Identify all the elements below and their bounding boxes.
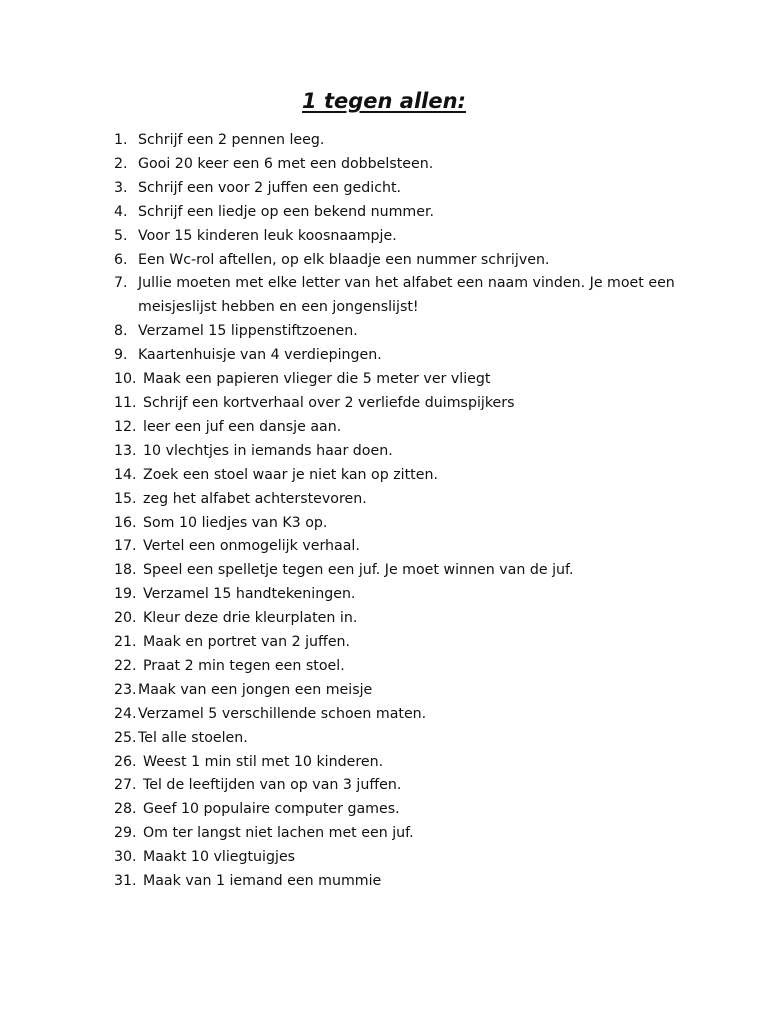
- item-text: Verzamel 5 verschillende schoen maten.: [138, 705, 427, 722]
- list-item: [114, 703, 714, 727]
- item-text: Jullie moeten met elke letter van het alfabet een naam vinden. Je moet een meisjeslijst hebben en een jongenslijst!: [138, 275, 675, 316]
- item-number: 13.: [114, 442, 137, 459]
- item-number: 18.: [114, 562, 137, 579]
- item-number: 28.: [114, 801, 137, 818]
- list-item: [114, 583, 714, 607]
- item-text: leer een juf een dansje aan.: [143, 418, 342, 435]
- list-item: [114, 201, 714, 225]
- list-item: [114, 679, 714, 703]
- item-number: 14.: [114, 466, 137, 483]
- list-item: [114, 129, 714, 153]
- list-item: [114, 272, 714, 320]
- item-number: 20.: [114, 610, 137, 627]
- list-item: [114, 512, 714, 536]
- item-text: Kaartenhuisje van 4 verdiepingen.: [138, 347, 382, 364]
- list-item: [114, 249, 714, 273]
- item-text: Verzamel 15 handtekeningen.: [143, 586, 356, 603]
- item-number: 29.: [114, 825, 137, 842]
- item-text: Schrijf een kortverhaal over 2 verliefde duimspijkers: [143, 394, 515, 411]
- item-text: Gooi 20 keer een 6 met een dobbelsteen.: [138, 155, 434, 172]
- list-item: [114, 822, 714, 846]
- item-text: 10 vlechtjes in iemands haar doen.: [143, 442, 393, 459]
- item-text: Maak van 1 iemand een mummie: [143, 873, 382, 890]
- item-text: Voor 15 kinderen leuk koosnaampje.: [138, 227, 397, 244]
- list-item: [114, 535, 714, 559]
- item-number: 2.: [114, 155, 128, 172]
- list-item: [114, 798, 714, 822]
- list-item: [114, 846, 714, 870]
- page-title: 1 tegen allen:: [302, 89, 466, 113]
- item-number: 7.: [114, 275, 128, 292]
- item-text: Schrijf een 2 pennen leeg.: [138, 132, 325, 148]
- item-text: Schrijf een voor 2 juffen een gedicht.: [138, 179, 402, 196]
- item-number: 10.: [114, 371, 137, 388]
- list-item: [114, 177, 714, 201]
- item-text: Speel een spelletje tegen een juf. Je moet winnen van de juf.: [143, 562, 574, 579]
- item-number: 1.: [114, 132, 128, 148]
- item-text: Maakt 10 vliegtuigjes: [143, 849, 296, 866]
- list-item: [114, 655, 714, 679]
- item-text: Tel alle stoelen.: [138, 729, 248, 746]
- item-text: Maak een papieren vlieger die 5 meter ver vliegt: [143, 371, 491, 388]
- list-item: [114, 344, 714, 368]
- item-number: 3.: [114, 179, 128, 196]
- item-text: zeg het alfabet achterstevoren.: [143, 490, 367, 507]
- item-text: Weest 1 min stil met 10 kinderen.: [143, 753, 384, 770]
- item-number: 16.: [114, 514, 137, 531]
- item-number: 21.: [114, 634, 137, 651]
- item-text: Schrijf een liedje op een bekend nummer.: [138, 203, 435, 220]
- task-list: [114, 129, 714, 894]
- list-item: [114, 559, 714, 583]
- item-text: Tel de leeftijden van op van 3 juffen.: [143, 777, 402, 794]
- item-number: 26.: [114, 753, 137, 770]
- item-number: 19.: [114, 586, 137, 603]
- list-item: [114, 631, 714, 655]
- item-number: 24.: [114, 705, 137, 722]
- item-number: 8.: [114, 323, 128, 340]
- item-number: 30.: [114, 849, 137, 866]
- item-text: Kleur deze drie kleurplaten in.: [143, 610, 358, 627]
- item-text: Verzamel 15 lippenstiftzoenen.: [138, 323, 358, 340]
- item-number: 22.: [114, 657, 137, 674]
- item-text: Geef 10 populaire computer games.: [143, 801, 400, 818]
- item-number: 27.: [114, 777, 137, 794]
- item-text: Praat 2 min tegen een stoel.: [143, 657, 345, 674]
- item-text: Zoek een stoel waar je niet kan op zitten.: [143, 466, 438, 483]
- item-number: 12.: [114, 418, 137, 435]
- list-item: [114, 870, 714, 894]
- item-number: 17.: [114, 538, 137, 555]
- list-item: [114, 774, 714, 798]
- item-text: Maak en portret van 2 juffen.: [143, 634, 351, 651]
- item-text: Om ter langst niet lachen met een juf.: [143, 825, 414, 842]
- list-item: [114, 751, 714, 775]
- item-number: 11.: [114, 394, 137, 411]
- item-text: Maak van een jongen een meisje: [138, 681, 373, 698]
- list-item: [114, 368, 714, 392]
- list-item: [114, 607, 714, 631]
- list-item: [114, 727, 714, 751]
- item-number: 31.: [114, 873, 137, 890]
- list-item: [114, 320, 714, 344]
- item-text: Som 10 liedjes van K3 op.: [143, 514, 328, 531]
- list-item: [114, 488, 714, 512]
- item-number: 23.: [114, 681, 137, 698]
- list-item: [114, 464, 714, 488]
- list-item: [114, 416, 714, 440]
- list-item: [114, 225, 714, 249]
- item-number: 5.: [114, 227, 128, 244]
- item-text: Vertel een onmogelijk verhaal.: [143, 538, 360, 555]
- list-item: [114, 153, 714, 177]
- list-item: [114, 392, 714, 416]
- item-number: 6.: [114, 251, 128, 268]
- list-item: [114, 440, 714, 464]
- item-number: 9.: [114, 347, 128, 364]
- item-number: 25.: [114, 729, 137, 746]
- item-number: 4.: [114, 203, 128, 220]
- item-text: Een Wc-rol aftellen, op elk blaadje een nummer schrijven.: [138, 251, 550, 268]
- item-number: 15.: [114, 490, 137, 507]
